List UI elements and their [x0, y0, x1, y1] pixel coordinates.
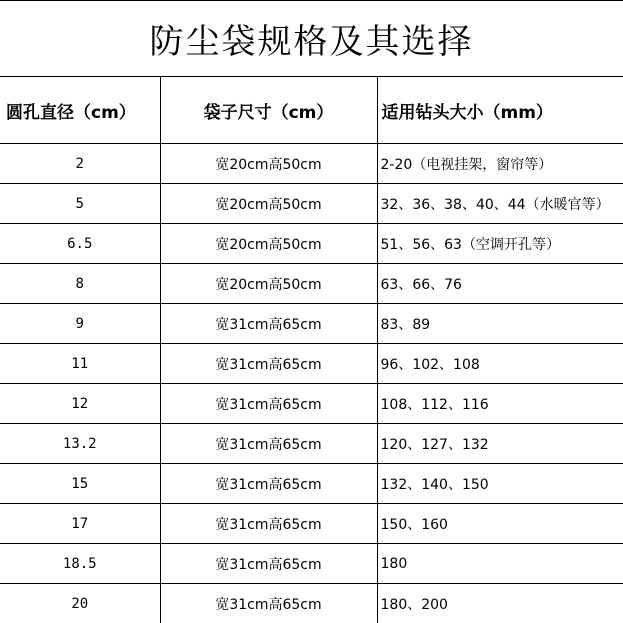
drill-size-cell: 96、102、108 — [377, 344, 623, 384]
header-drill-size: 适用钻头大小（mm） — [377, 77, 623, 144]
table-row — [0, 464, 623, 504]
bag-size-cell: 宽20cm高50cm — [160, 224, 377, 264]
drill-size-cell: 150、160 — [377, 504, 623, 544]
bag-size-cell: 宽31cm高65cm — [160, 424, 377, 464]
drill-size-cell: 32、36、38、40、44（水暖官等） — [377, 184, 623, 224]
table-row — [0, 504, 623, 544]
table-row — [0, 264, 623, 304]
drill-size-cell: 51、56、63（空调开孔等） — [377, 224, 623, 264]
drill-size-cell: 83、89 — [377, 304, 623, 344]
table-row — [0, 224, 623, 264]
diameter-cell: 6.5 — [0, 224, 160, 264]
drill-size-cell: 2-20（电视挂架，窗帘等） — [377, 144, 623, 184]
diameter-cell: 9 — [0, 304, 160, 344]
header-row — [0, 77, 623, 144]
diameter-cell: 13.2 — [0, 424, 160, 464]
header-diameter: 圆孔直径（cm） — [0, 77, 160, 144]
page-title: 防尘袋规格及其选择 — [0, 0, 623, 76]
diameter-cell: 12 — [0, 384, 160, 424]
bag-size-cell: 宽31cm高65cm — [160, 344, 377, 384]
table-row — [0, 544, 623, 584]
bag-size-cell: 宽20cm高50cm — [160, 144, 377, 184]
bag-size-cell: 宽20cm高50cm — [160, 184, 377, 224]
header-bag-size: 袋子尺寸（cm） — [160, 77, 377, 144]
diameter-cell: 18.5 — [0, 544, 160, 584]
table-row — [0, 184, 623, 224]
diameter-cell: 2 — [0, 144, 160, 184]
table-row — [0, 144, 623, 184]
drill-size-cell: 120、127、132 — [377, 424, 623, 464]
table-row — [0, 304, 623, 344]
bag-size-cell: 宽20cm高50cm — [160, 264, 377, 304]
table-row — [0, 584, 623, 623]
spec-table — [0, 76, 623, 623]
diameter-cell: 8 — [0, 264, 160, 304]
drill-size-cell: 180 — [377, 544, 623, 584]
bag-size-cell: 宽31cm高65cm — [160, 584, 377, 623]
bag-size-cell: 宽31cm高65cm — [160, 464, 377, 504]
diameter-cell: 5 — [0, 184, 160, 224]
drill-size-cell: 180、200 — [377, 584, 623, 623]
drill-size-cell: 63、66、76 — [377, 264, 623, 304]
diameter-cell: 17 — [0, 504, 160, 544]
diameter-cell: 15 — [0, 464, 160, 504]
drill-size-cell: 132、140、150 — [377, 464, 623, 504]
diameter-cell: 20 — [0, 584, 160, 623]
table-row — [0, 344, 623, 384]
bag-size-cell: 宽31cm高65cm — [160, 304, 377, 344]
table-row — [0, 424, 623, 464]
bag-size-cell: 宽31cm高65cm — [160, 384, 377, 424]
diameter-cell: 11 — [0, 344, 160, 384]
bag-size-cell: 宽31cm高65cm — [160, 504, 377, 544]
table-row — [0, 384, 623, 424]
drill-size-cell: 108、112、116 — [377, 384, 623, 424]
bag-size-cell: 宽31cm高65cm — [160, 544, 377, 584]
